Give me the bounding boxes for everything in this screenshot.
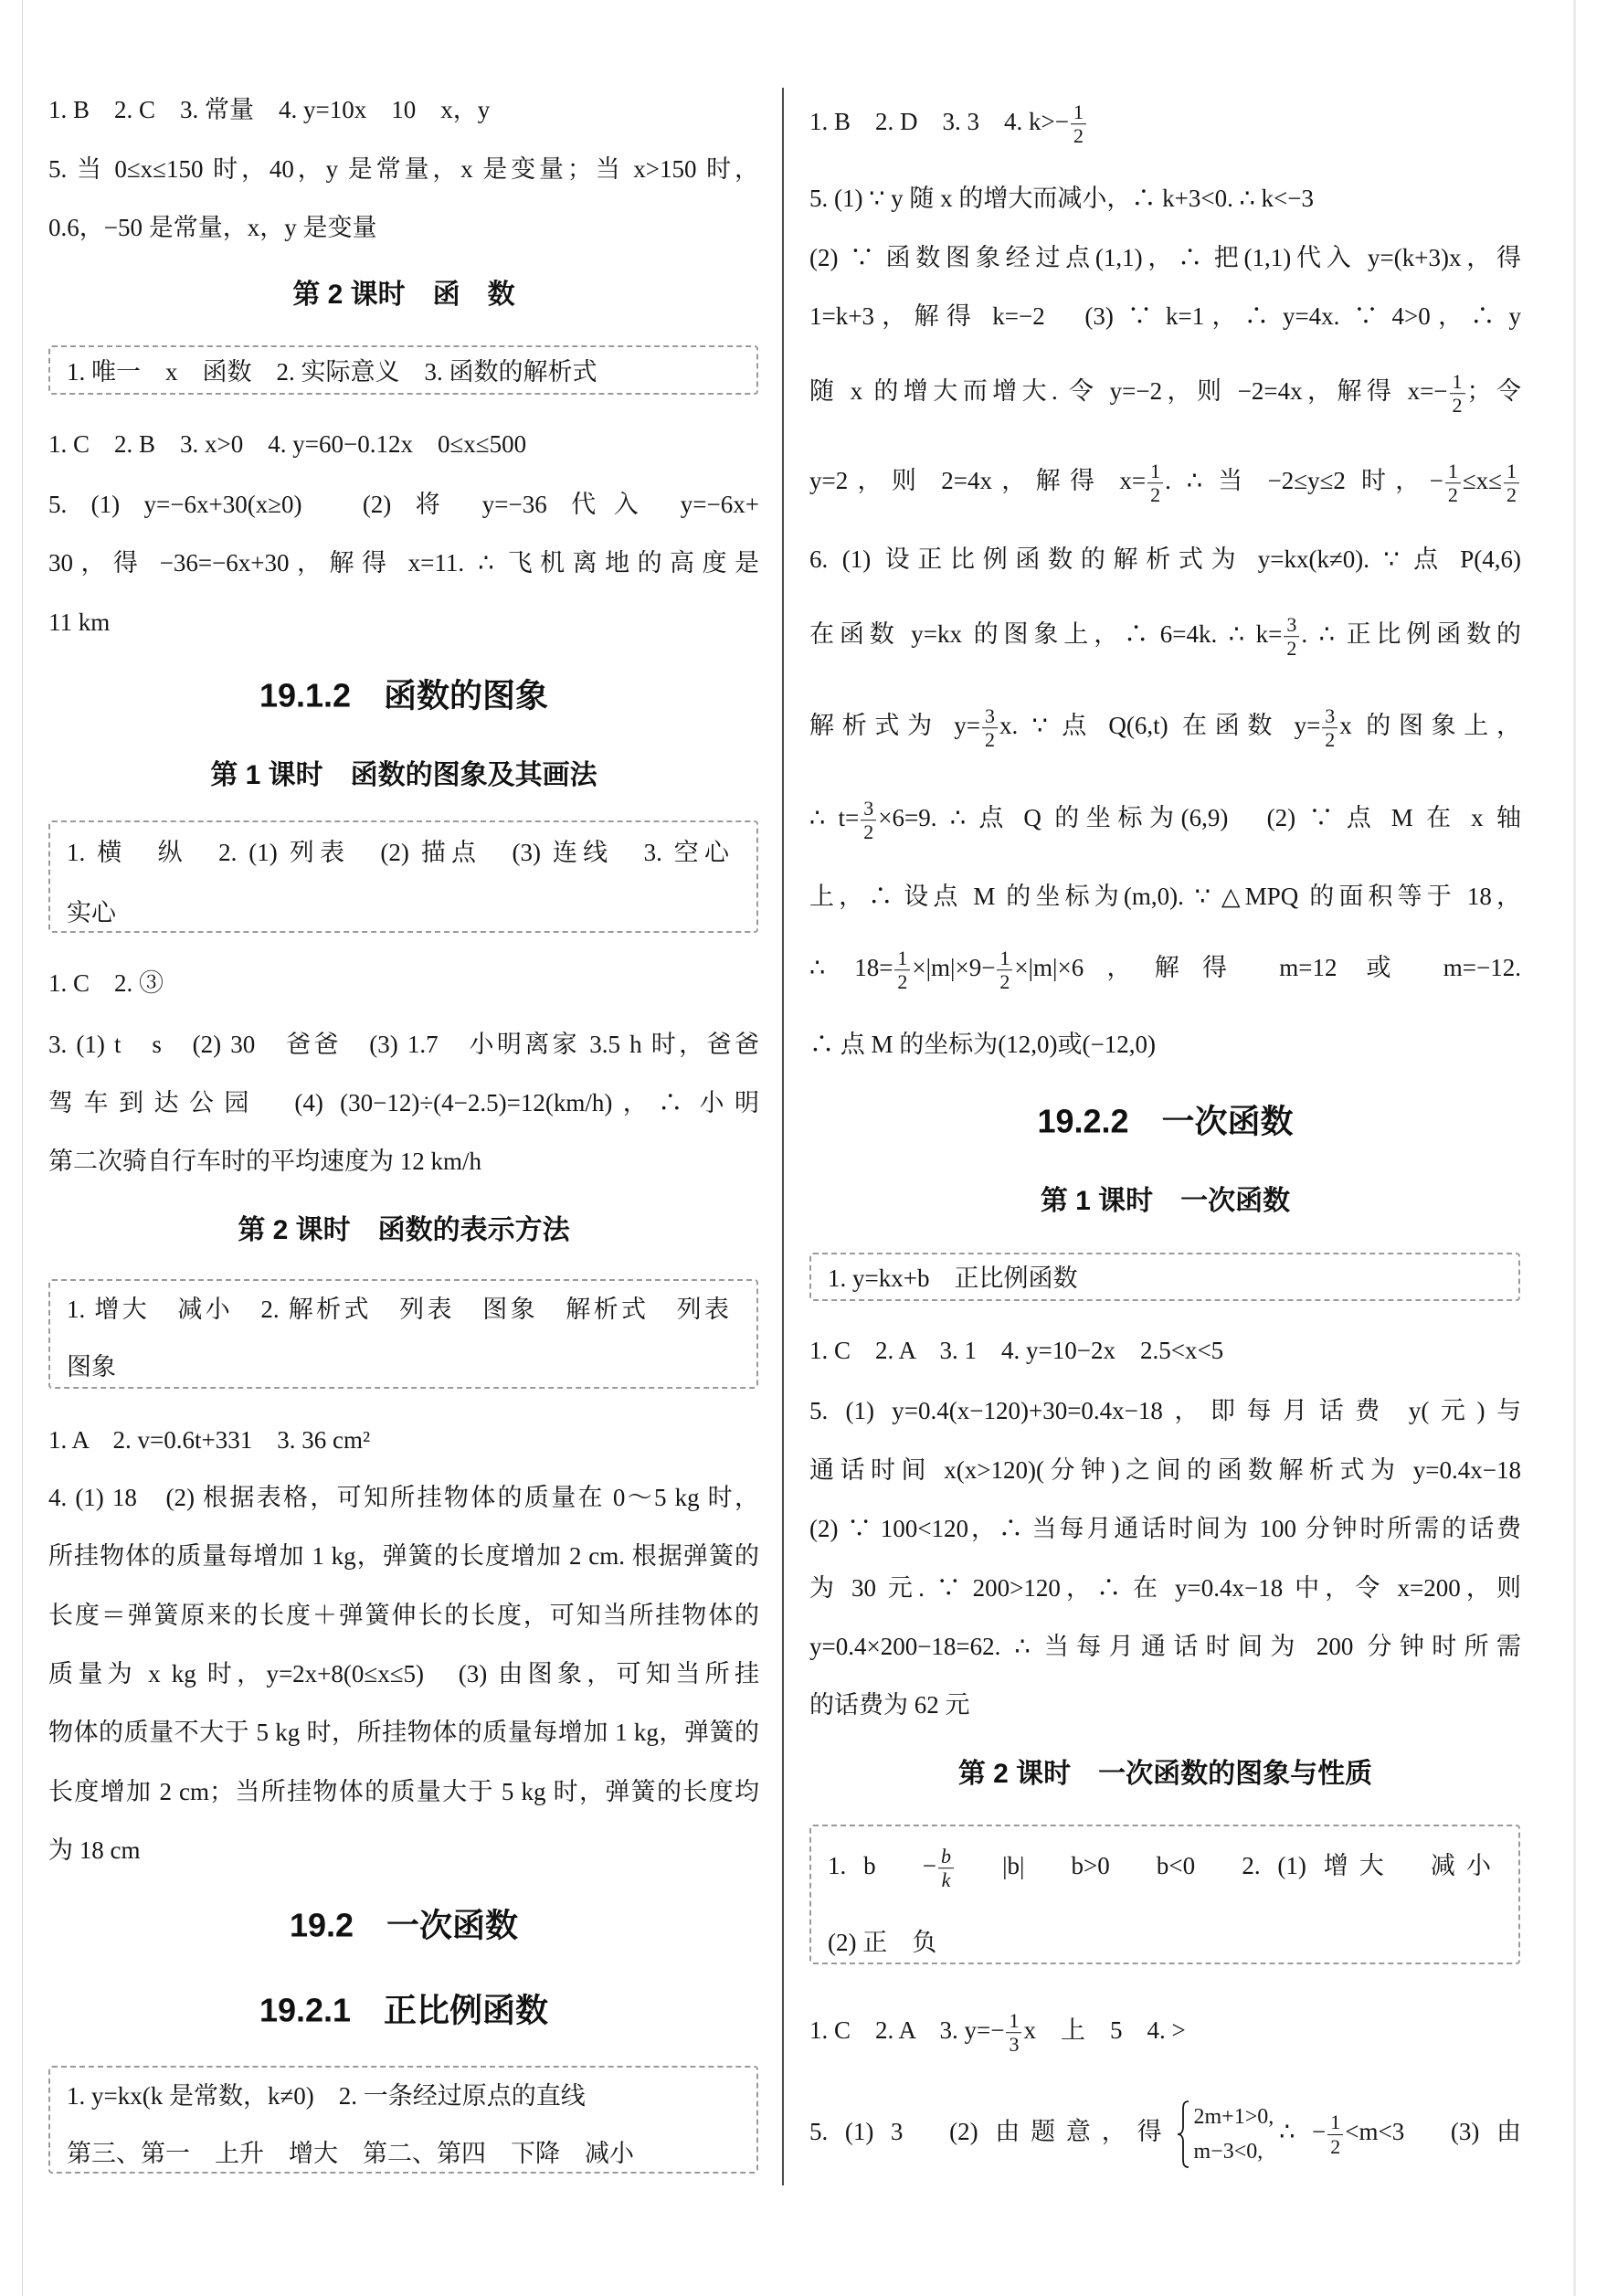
fraction-numerator: 1 <box>1147 460 1163 483</box>
fraction-numerator: 3 <box>1322 704 1337 728</box>
fraction-denominator: 3 <box>1009 2033 1020 2057</box>
answer-line: 为 30 元. ∵ 200>120，∴ 在 y=0.4x−18 中，令 x=200，则 <box>809 1574 1521 1602</box>
key-points-line: 1. y=kx(k 是常数，k≠0) 2. 一条经过原点的直线 <box>67 2082 586 2110</box>
text-segment: ；令 <box>1466 377 1521 406</box>
text-segment: |b| b>0 b<0 2. (1) 增大 减小 <box>955 1852 1491 1880</box>
answer-line: (2) ∵ 函数图象经过点(1,1)，∴ 把(1,1)代入 y=(k+3)x，得 <box>809 244 1521 271</box>
fraction-numerator: 1 <box>997 947 1012 970</box>
fraction <box>997 947 1012 994</box>
answer-line <box>809 613 1521 661</box>
section-heading: 19.2.2 一次函数 <box>1037 1102 1294 1140</box>
answer-line: 物体的质量不大于 5 kg 时，所挂物体的质量每增加 1 kg，弹簧的 <box>48 1719 759 1746</box>
text-segment: 1. b − <box>828 1852 936 1880</box>
text-segment: 解析式为 y= <box>809 712 980 740</box>
answer-line: 4. (1) 18 (2) 根据表格，可知所挂物体的质量在 0～5 kg 时， <box>48 1484 759 1511</box>
text-segment: ≤x≤ <box>1462 467 1502 495</box>
answer-line: 第二次骑自行车时的平均速度为 12 km/h <box>48 1148 482 1175</box>
fraction <box>1147 460 1163 507</box>
answer-line <box>809 460 1521 507</box>
fraction <box>1450 370 1465 418</box>
answer-line: 3. (1) t s (2) 30 爸爸 (3) 1.7 小明离家 3.5 h 时，爸爸 <box>48 1031 759 1058</box>
fraction-numerator: 3 <box>861 797 876 820</box>
answer-line: (2) ∵ 100<120，∴ 当每月通话时间为 100 分钟时所需的话费 <box>809 1515 1521 1542</box>
fraction-numerator: 1 <box>1006 2009 1021 2033</box>
key-points-box <box>48 820 758 933</box>
text-segment: <m<3 (3) 由 <box>1345 2118 1521 2146</box>
answer-line: 5. (1) y=−6x+30(x≥0) (2) 将 y=−36 代入 y=−6x+ <box>48 491 759 518</box>
key-points-box <box>809 1253 1520 1301</box>
answer-line: 1. A 2. v=0.6t+331 3. 36 cm² <box>48 1426 371 1454</box>
answer-line <box>809 947 1521 994</box>
text-segment: . ∴ 正比例函数的 <box>1301 620 1521 649</box>
lesson-heading: 第 2 课时 函 数 <box>292 280 515 310</box>
left-brace-icon <box>1176 2100 1190 2169</box>
key-points-line: (2) 正 负 <box>828 1929 937 1956</box>
fraction-denominator: 2 <box>1330 2134 1341 2158</box>
answer-line: 为 18 cm <box>48 1836 141 1864</box>
fraction <box>1284 613 1299 661</box>
text-segment: ×|m|×9− <box>912 954 996 982</box>
key-points-line <box>828 1845 1491 1892</box>
fraction-numerator: b <box>938 1845 954 1868</box>
fraction <box>1071 101 1086 148</box>
answer-line: 0.6，−50 是常量，x，y 是变量 <box>48 214 377 241</box>
fraction-numerator: 1 <box>1071 101 1086 124</box>
equation-system <box>1176 2100 1274 2169</box>
key-points-line: 第三、第一 上升 增大 第二、第四 下降 减小 <box>67 2140 634 2167</box>
answer-line: 5. 当 0≤x≤150 时，40，y 是常量，x 是变量；当 x>150 时， <box>48 155 759 183</box>
answer-line: 11 km <box>48 608 111 636</box>
fraction <box>1445 460 1461 507</box>
text-segment: ×6=9. ∴ 点 Q 的坐标为(6,9) (2) ∵ 点 M 在 x 轴 <box>878 804 1521 832</box>
answer-line: 质量为 x kg 时，y=2x+8(0≤x≤5) (3) 由图象，可知当所挂 <box>48 1660 759 1688</box>
answer-line: 所挂物体的质量每增加 1 kg，弹簧的长度增加 2 cm. 根据弹簧的 <box>48 1542 759 1570</box>
answer-line <box>809 704 1521 752</box>
answer-line: 5. (1) ∵ y 随 x 的增大而减小，∴ k+3<0. ∴ k<−3 <box>809 185 1314 212</box>
answer-line: 1. B 2. C 3. 常量 4. y=10x 10 x，y <box>48 96 491 123</box>
lesson-heading: 第 2 课时 一次函数的图象与性质 <box>957 1759 1373 1789</box>
key-points-line: 1. 横 纵 2. (1) 列表 (2) 描点 (3) 连线 3. 空心 <box>67 839 729 866</box>
fraction <box>1327 2111 1343 2158</box>
key-points-box <box>48 2066 758 2174</box>
lesson-heading: 第 2 课时 函数的表示方法 <box>238 1215 570 1245</box>
key-points-box <box>48 1279 758 1389</box>
fraction-numerator: 1 <box>894 947 910 970</box>
answer-line: 1=k+3，解得 k=−2 (3) ∵ k=1，∴ y=4x. ∵ 4>0，∴ y <box>809 302 1521 330</box>
fraction-denominator: k <box>941 1868 951 1892</box>
text-segment: x. ∵ 点 Q(6,t) 在函数 y= <box>999 712 1321 740</box>
answer-line <box>809 101 1521 148</box>
lesson-heading: 第 1 课时 一次函数 <box>1040 1186 1291 1216</box>
key-points-box <box>809 1825 1520 1964</box>
answer-line <box>809 2009 1521 2057</box>
text-segment: ∴ t= <box>809 804 860 832</box>
section-heading: 19.2.1 正比例函数 <box>259 1991 549 2029</box>
text-segment: . ∴ 当 −2≤y≤2 时，− <box>1165 467 1443 495</box>
answer-line: 驾车到达公园 (4) (30−12)÷(4−2.5)=12(km/h)，∴ 小明 <box>48 1089 759 1116</box>
answer-line: 5. (1) y=0.4(x−120)+30=0.4x−18，即每月话费 y(元)与 <box>809 1397 1521 1424</box>
answer-line: 6. (1) 设正比例函数的解析式为 y=kx(k≠0). ∵ 点 P(4,6) <box>809 545 1521 573</box>
fraction <box>894 947 910 994</box>
text-segment: 1. B 2. D 3. 3 4. k>− <box>809 108 1069 136</box>
answer-line <box>809 370 1521 418</box>
answer-line <box>809 2100 1521 2169</box>
fraction-denominator: 2 <box>999 970 1010 994</box>
inequality-row: m−3<0, <box>1193 2140 1263 2164</box>
answer-line: 1. C 2. ③ <box>48 969 164 997</box>
key-points-box <box>48 345 758 395</box>
lesson-heading: 第 1 课时 函数的图象及其画法 <box>210 760 597 790</box>
fraction-denominator: 2 <box>1447 483 1458 507</box>
fraction <box>1006 2009 1021 2057</box>
text-segment: 在函数 y=kx 的图象上，∴ 6=4k. ∴ k= <box>809 620 1283 649</box>
answer-line: y=0.4×200−18=62. ∴ 当每月通话时间为 200 分钟时所需 <box>809 1633 1521 1660</box>
fraction-numerator: 1 <box>1445 460 1461 483</box>
fraction-numerator: 3 <box>982 704 998 728</box>
answer-line: 长度增加 2 cm；当所挂物体的质量大于 5 kg 时，弹簧的长度均 <box>48 1778 759 1805</box>
key-points-line: 1. 唯一 x 函数 2. 实际意义 3. 函数的解析式 <box>67 358 597 386</box>
key-points-line: 1. y=kx+b 正比例函数 <box>828 1264 1078 1292</box>
fraction-numerator: 1 <box>1504 460 1519 483</box>
fraction-denominator: 2 <box>984 728 995 752</box>
text-segment: 随 x 的增大而增大. 令 y=−2，则 −2=4x，解得 x=− <box>809 377 1448 406</box>
answer-line: 1. C 2. A 3. 1 4. y=10−2x 2.5<x<5 <box>809 1337 1224 1364</box>
text-segment: 1. C 2. A 3. y=− <box>809 2016 1005 2045</box>
fraction-numerator: 3 <box>1284 613 1299 637</box>
fraction-denominator: 2 <box>863 820 874 844</box>
fraction-denominator: 2 <box>1286 637 1297 661</box>
text-segment: ∴ − <box>1279 2118 1327 2146</box>
fraction <box>1504 460 1519 507</box>
text-segment: y=2，则 2=4x，解得 x= <box>809 467 1147 495</box>
text-segment: ∴ 18= <box>809 954 893 982</box>
scan-edge-left <box>22 0 23 2296</box>
text-segment: x 上 5 4. > <box>1023 2016 1186 2045</box>
fraction <box>1322 704 1337 752</box>
section-heading: 19.1.2 函数的图象 <box>259 676 549 714</box>
fraction-numerator: 1 <box>1327 2111 1343 2134</box>
answer-line: 1. C 2. B 3. x>0 4. y=60−0.12x 0≤x≤500 <box>48 430 527 458</box>
fraction-denominator: 2 <box>1507 483 1517 507</box>
fraction <box>938 1845 954 1892</box>
text-segment: ×|m|×6，解得 m=12 或 m=−12. <box>1014 954 1521 982</box>
answer-line: 的话费为 62 元 <box>809 1691 970 1719</box>
fraction <box>861 797 876 844</box>
section-heading: 19.2 一次函数 <box>289 1906 519 1944</box>
fraction <box>982 704 998 752</box>
answer-line: ∴ 点 M 的坐标为(12,0)或(−12,0) <box>809 1031 1156 1058</box>
fraction-numerator: 1 <box>1450 370 1465 394</box>
column-divider <box>782 88 784 2185</box>
answer-line <box>809 797 1521 844</box>
fraction-denominator: 2 <box>1325 728 1336 752</box>
key-points-line: 1. 增大 减小 2. 解析式 列表 图象 解析式 列表 <box>67 1296 729 1323</box>
text-segment: 5. (1) 3 (2) 由题意，得 <box>809 2118 1173 2146</box>
key-points-line: 实心 <box>67 899 116 926</box>
answer-line: 通话时间 x(x>120)(分钟)之间的函数解析式为 y=0.4x−18 <box>809 1456 1521 1484</box>
answer-line: 上，∴ 设点 M 的坐标为(m,0). ∵ △MPQ 的面积等于 18， <box>809 883 1521 910</box>
inequality-row: 2m+1>0, <box>1193 2105 1274 2129</box>
fraction-denominator: 2 <box>1452 394 1463 418</box>
equation-rows <box>1193 2100 1274 2169</box>
key-points-line: 图象 <box>67 1353 116 1381</box>
fraction-denominator: 2 <box>1073 124 1084 148</box>
answer-line: 长度＝弹簧原来的长度＋弹簧伸长的长度，可知当所挂物体的 <box>48 1602 759 1629</box>
fraction-denominator: 2 <box>1150 483 1161 507</box>
fraction-denominator: 2 <box>897 970 908 994</box>
text-segment: x 的图象上， <box>1339 712 1522 740</box>
answer-line: 30，得 −36=−6x+30，解得 x=11. ∴ 飞机离地的高度是 <box>48 549 759 577</box>
scan-edge-right <box>1573 0 1576 2296</box>
